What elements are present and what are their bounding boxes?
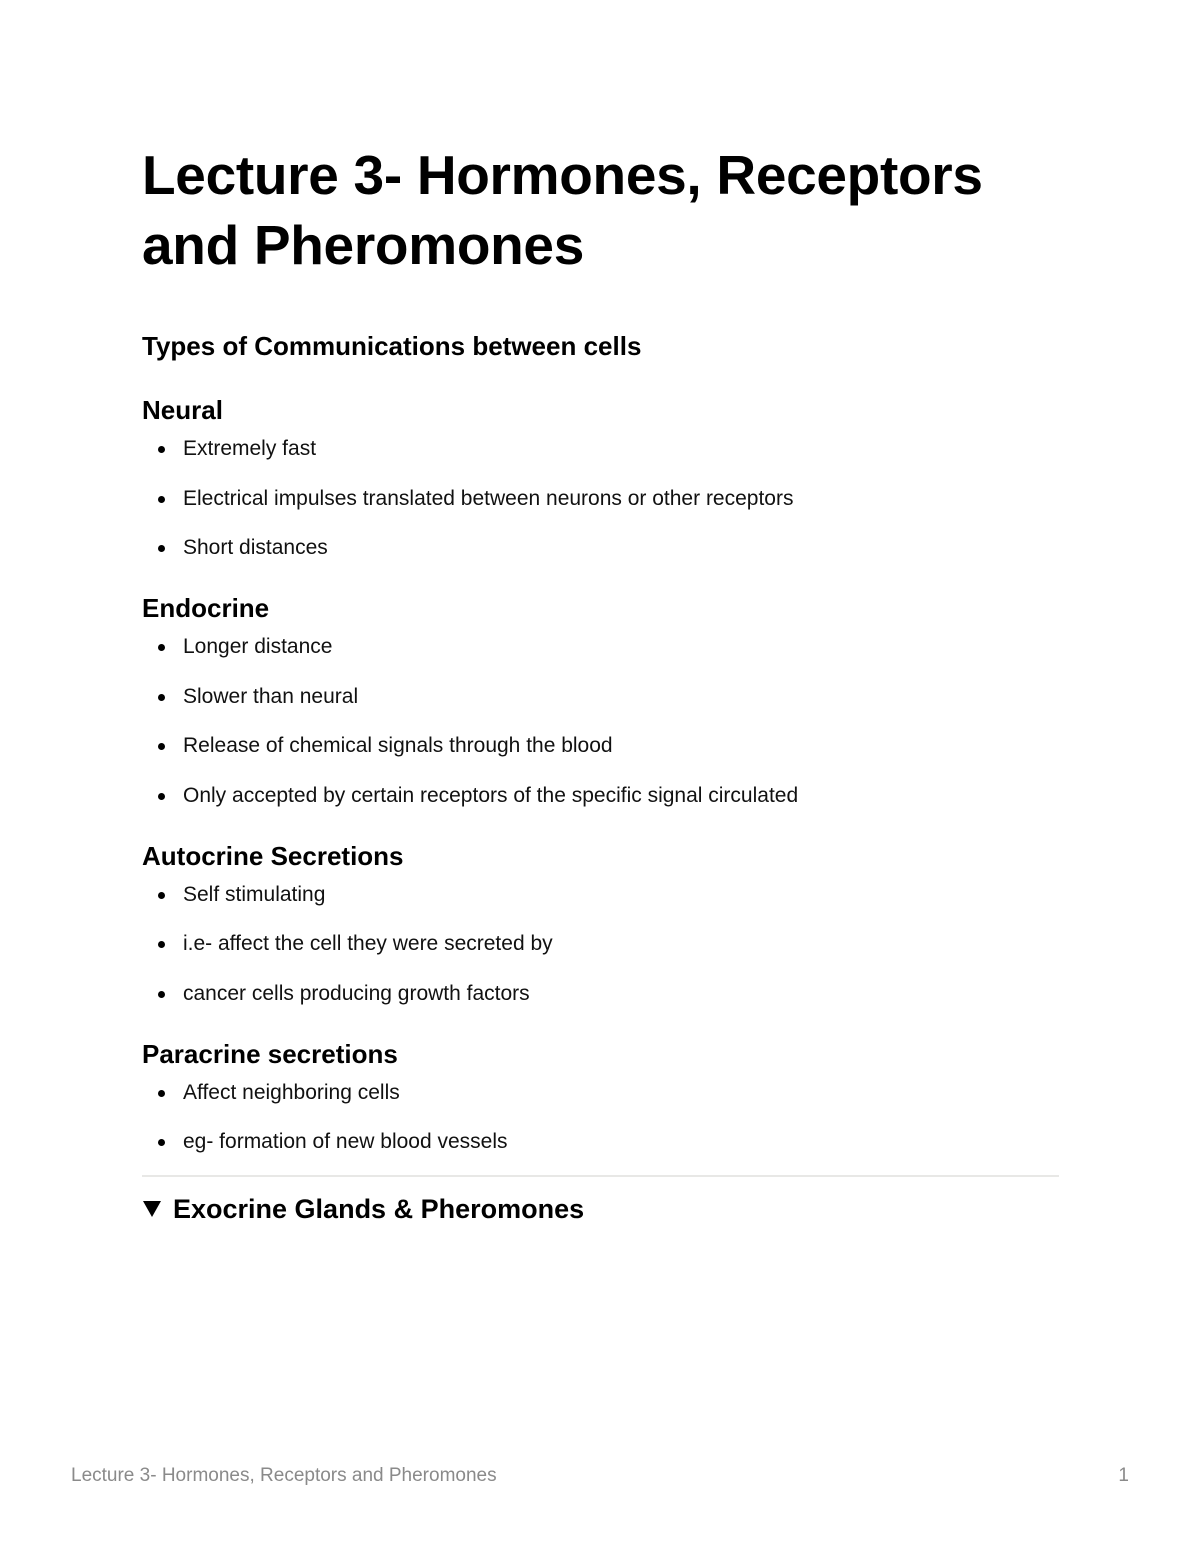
- section-endocrine: [142, 590, 1059, 811]
- bullet-icon: [158, 1139, 165, 1146]
- triangle-down-icon[interactable]: [143, 1201, 161, 1217]
- page-number: 1: [1118, 1465, 1129, 1486]
- list-item: [142, 1127, 1059, 1157]
- list-item-text: Release of chemical signals through the blood: [183, 734, 613, 757]
- page-content: [142, 140, 1059, 1229]
- bullet-icon: [158, 446, 165, 453]
- bullet-icon: [158, 545, 165, 552]
- list-item: [142, 880, 1059, 910]
- bullet-icon: [158, 644, 165, 651]
- bullet-icon: [158, 496, 165, 503]
- list-item: [142, 682, 1059, 712]
- bullet-icon: [158, 892, 165, 899]
- page-title: Lecture 3- Hormones, Receptors and Pheromones: [142, 144, 983, 276]
- list-item-text: cancer cells producing growth factors: [183, 981, 530, 1005]
- toggle-exocrine-glands[interactable]: [142, 1189, 1059, 1229]
- bullet-icon: [158, 941, 165, 948]
- footer-title: Lecture 3- Hormones, Receptors and Pheromones: [71, 1465, 497, 1486]
- bullet-icon: [158, 1090, 165, 1097]
- bullet-list: [142, 632, 1059, 811]
- section-heading: Endocrine: [142, 593, 270, 623]
- list-item-text: Self stimulating: [183, 882, 326, 906]
- list-item: [142, 484, 1059, 514]
- list-item: [142, 731, 1059, 761]
- list-item: [142, 533, 1059, 563]
- list-item-text: Affect neighboring cells: [183, 1080, 400, 1104]
- bullet-icon: [158, 694, 165, 701]
- section-paracrine: [142, 1036, 1059, 1158]
- bullet-icon: [158, 743, 165, 750]
- list-item: [142, 929, 1059, 959]
- section-heading: Paracrine secretions: [142, 1038, 398, 1069]
- bullet-list: [142, 434, 1059, 563]
- list-item-text: Electrical impulses translated between neurons or other receptors: [183, 486, 794, 510]
- section-heading: Autocrine Secretions: [142, 840, 404, 871]
- page-subtitle: Types of Communications between cells: [142, 331, 642, 361]
- list-item-text: Only accepted by certain receptors of the specific signal circulated: [183, 783, 799, 807]
- bullet-list: [142, 1078, 1059, 1158]
- list-item-text: Short distances: [183, 536, 328, 559]
- list-item: [142, 632, 1059, 662]
- bullet-icon: [158, 991, 165, 998]
- bullet-list: [142, 880, 1059, 1009]
- list-item-text: Longer distance: [183, 635, 333, 658]
- list-item-text: i.e- affect the cell they were secreted by: [183, 932, 553, 955]
- section-heading: Neural: [142, 395, 223, 425]
- list-item-text: Extremely fast: [183, 437, 317, 460]
- list-item-text: eg- formation of new blood vessels: [183, 1130, 508, 1153]
- divider: [142, 1175, 1059, 1177]
- section-neural: [142, 392, 1059, 563]
- list-item: [142, 979, 1059, 1009]
- bullet-icon: [158, 793, 165, 800]
- section-autocrine: [142, 838, 1059, 1009]
- list-item: [142, 781, 1059, 811]
- toggle-label: Exocrine Glands & Pheromones: [173, 1194, 585, 1224]
- list-item: [142, 434, 1059, 464]
- page-footer: [71, 1465, 1129, 1487]
- list-item: [142, 1078, 1059, 1108]
- list-item-text: Slower than neural: [183, 684, 359, 708]
